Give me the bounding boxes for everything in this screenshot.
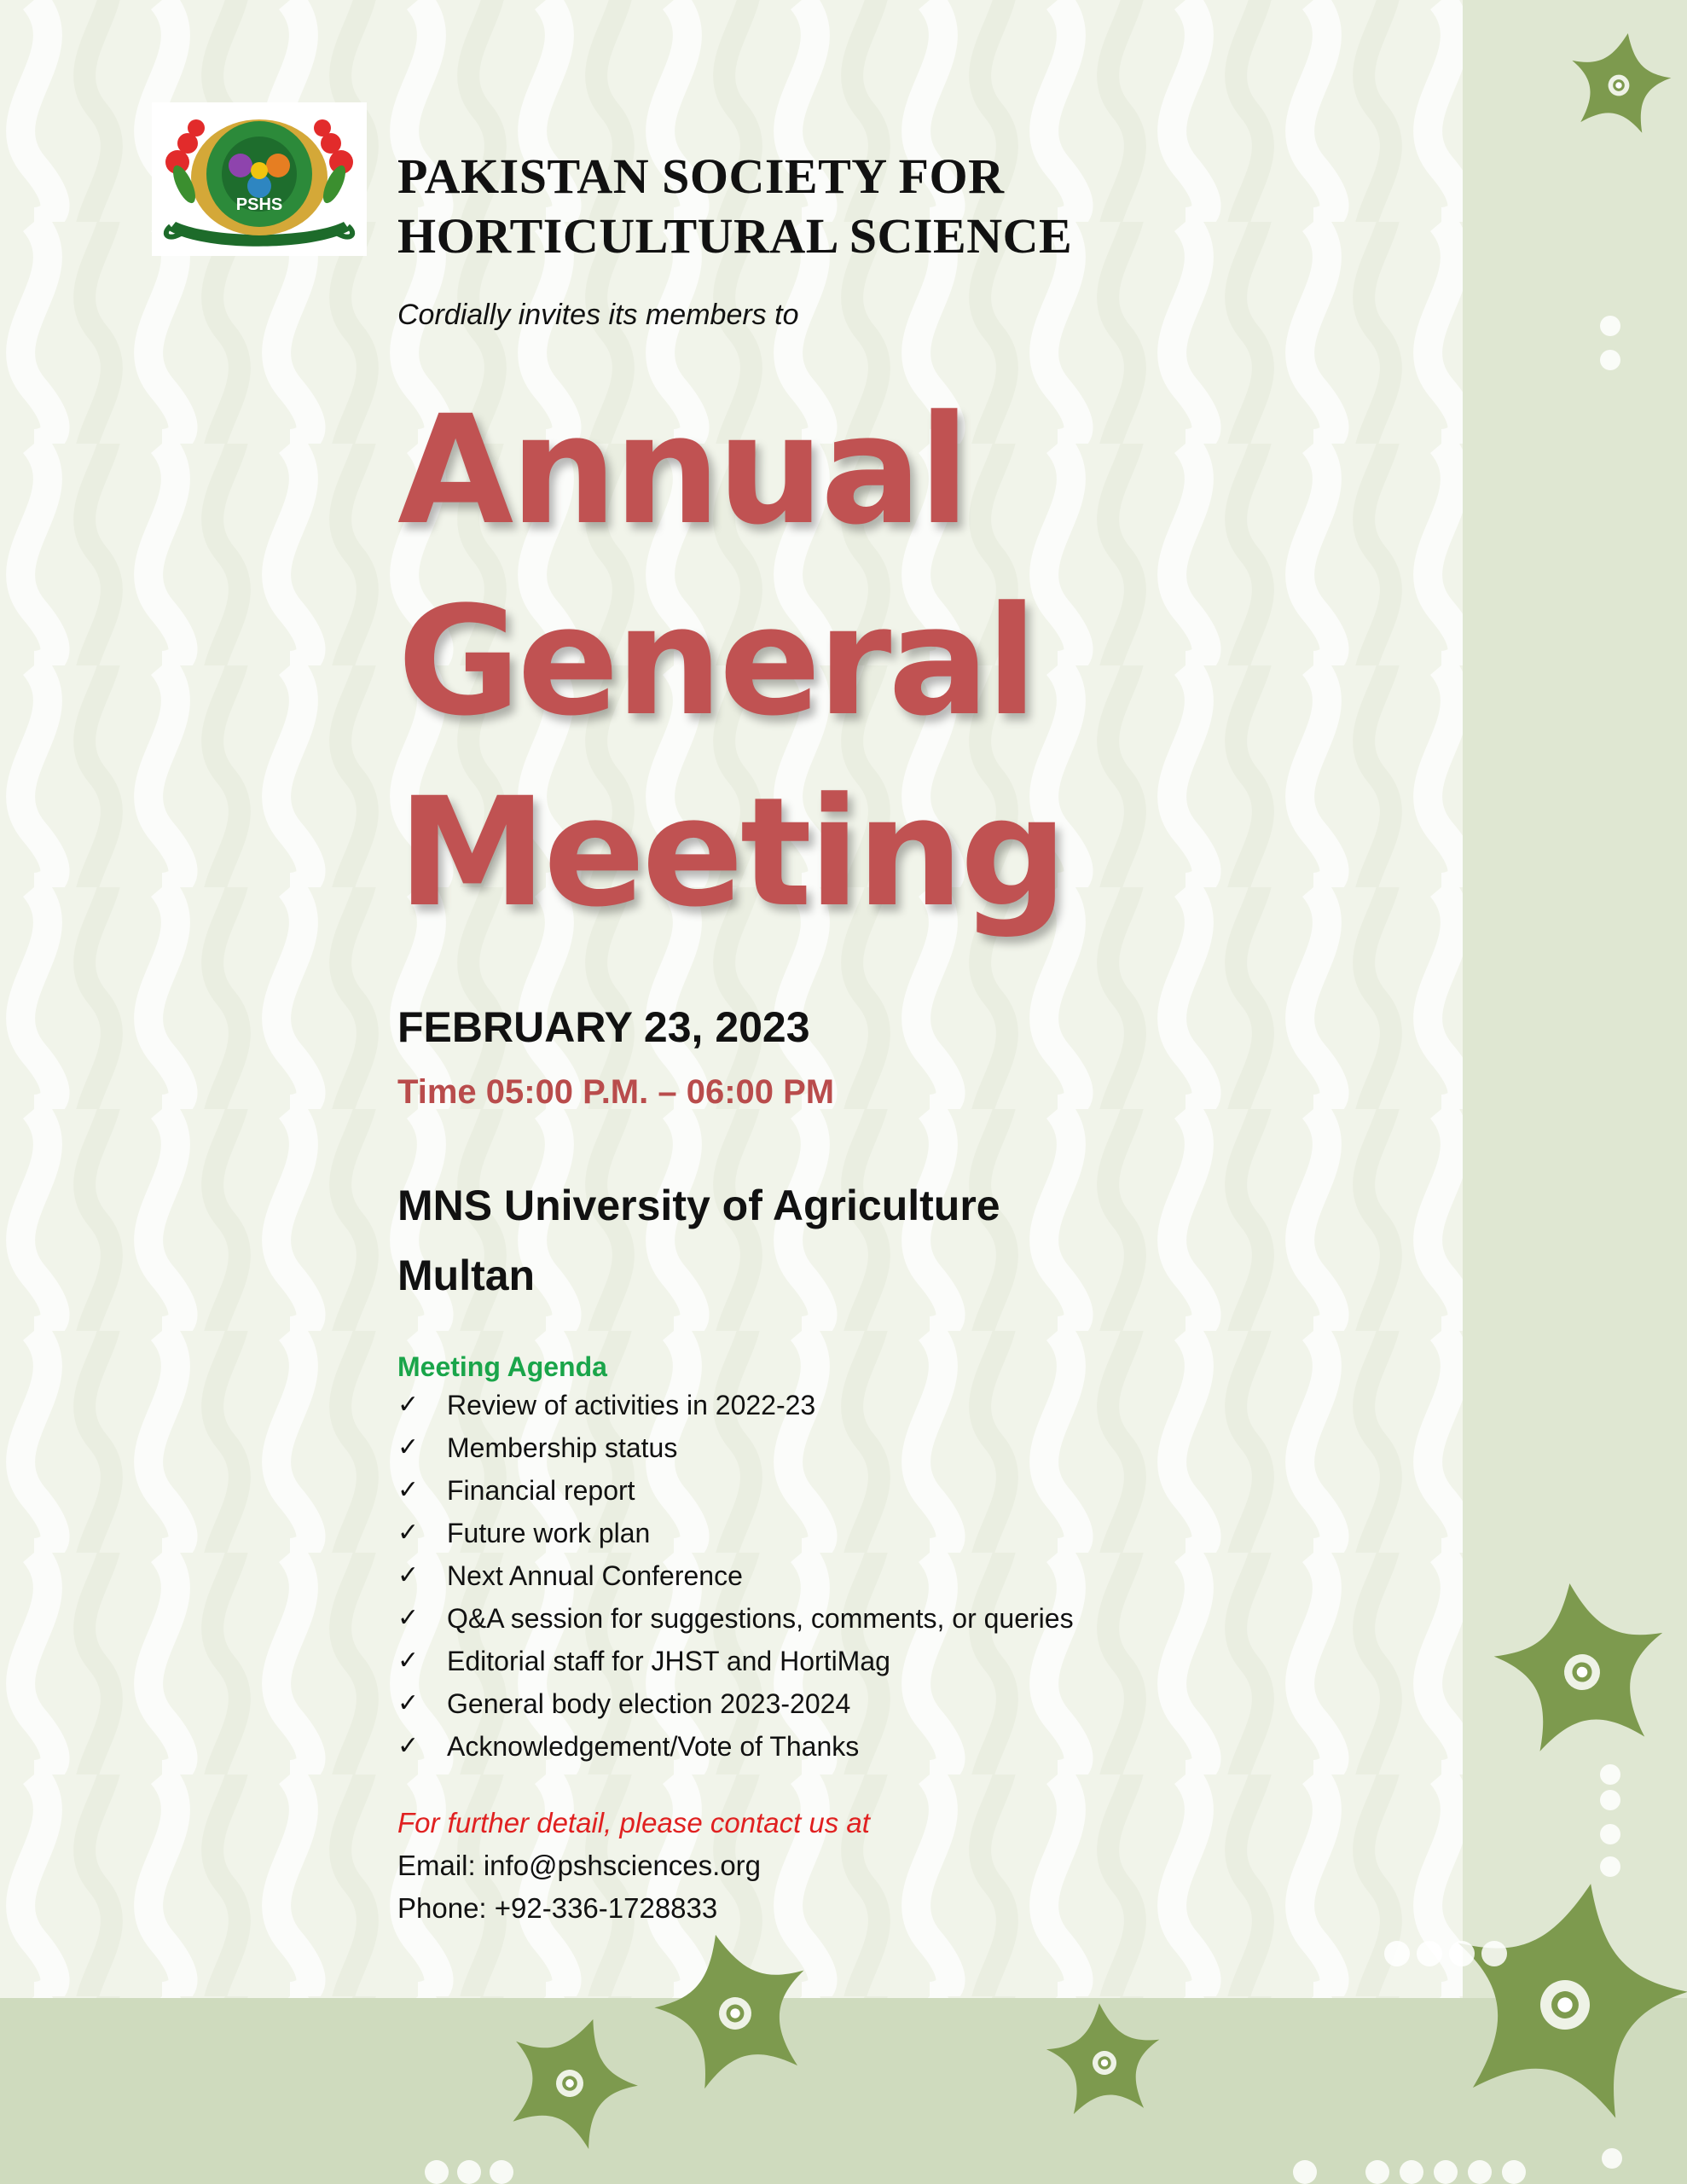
agenda-item xyxy=(397,1597,1074,1640)
flower-icon xyxy=(490,1997,653,2158)
contact-heading: For further detail, please contact us at xyxy=(397,1807,870,1838)
invitation-tagline: Cordially invites its members to xyxy=(397,299,799,331)
pshs-emblem-icon xyxy=(152,102,367,256)
agenda-item-text: General body election 2023-2024 xyxy=(447,1688,851,1719)
flower-icon xyxy=(641,1916,826,2096)
checkmark-icon: ✓ xyxy=(397,1518,420,1548)
agenda-item-text: Acknowledgement/Vote of Thanks xyxy=(447,1731,860,1762)
agenda-item xyxy=(397,1725,1074,1768)
event-headline xyxy=(397,375,1421,949)
contact-email[interactable]: Email: info@pshsciences.org xyxy=(397,1850,762,1881)
flower-icon xyxy=(1043,1998,1166,2116)
agenda-list xyxy=(397,1384,1074,1768)
event-time: Time 05:00 P.M. – 06:00 PM xyxy=(397,1073,835,1111)
agenda-item-text: Membership status xyxy=(447,1432,678,1463)
checkmark-icon: ✓ xyxy=(397,1560,420,1590)
headline-line3: Meeting xyxy=(397,765,1064,940)
checkmark-icon: ✓ xyxy=(397,1390,420,1420)
agenda-item-text: Financial report xyxy=(447,1475,635,1506)
checkmark-icon: ✓ xyxy=(397,1688,420,1718)
agenda-item xyxy=(397,1384,1074,1426)
agenda-item-text: Future work plan xyxy=(447,1518,651,1548)
headline-line1: Annual xyxy=(397,383,967,558)
venue-line1: MNS University of Agriculture xyxy=(397,1182,1000,1229)
org-name-line2: HORTICULTURAL SCIENCE xyxy=(397,208,1073,264)
agenda-item-text: Review of activities in 2022-23 xyxy=(447,1390,816,1420)
event-date: FEBRUARY 23, 2023 xyxy=(397,1003,810,1051)
agenda-item xyxy=(397,1426,1074,1469)
logo-acronym: PSHS xyxy=(235,195,283,214)
agenda-item-text: Editorial staff for JHST and HortiMag xyxy=(447,1646,890,1676)
agenda-item xyxy=(397,1554,1074,1597)
checkmark-icon: ✓ xyxy=(397,1432,420,1462)
checkmark-icon: ✓ xyxy=(397,1646,420,1676)
venue-line2: Multan xyxy=(397,1252,536,1299)
checkmark-icon: ✓ xyxy=(397,1475,420,1505)
agenda-item-text: Next Annual Conference xyxy=(447,1560,743,1591)
agenda-item xyxy=(397,1512,1074,1554)
agenda-item xyxy=(397,1682,1074,1725)
organization-name xyxy=(397,147,1165,266)
checkmark-icon: ✓ xyxy=(397,1731,420,1761)
agenda-item xyxy=(397,1469,1074,1512)
agenda-title: Meeting Agenda xyxy=(397,1351,607,1382)
headline-line2: General xyxy=(397,574,1035,749)
event-venue xyxy=(397,1170,1000,1310)
agenda-item-text: Q&A session for suggestions, comments, or queries xyxy=(447,1603,1074,1634)
contact-phone[interactable]: Phone: +92-336-1728833 xyxy=(397,1892,718,1924)
flower-icon xyxy=(1429,1860,1687,2128)
flower-icon xyxy=(1562,25,1677,136)
checkmark-icon: ✓ xyxy=(397,1603,420,1633)
org-name-line1: PAKISTAN SOCIETY FOR xyxy=(397,148,1005,204)
flower-icon xyxy=(1486,1571,1677,1756)
agenda-item xyxy=(397,1640,1074,1682)
